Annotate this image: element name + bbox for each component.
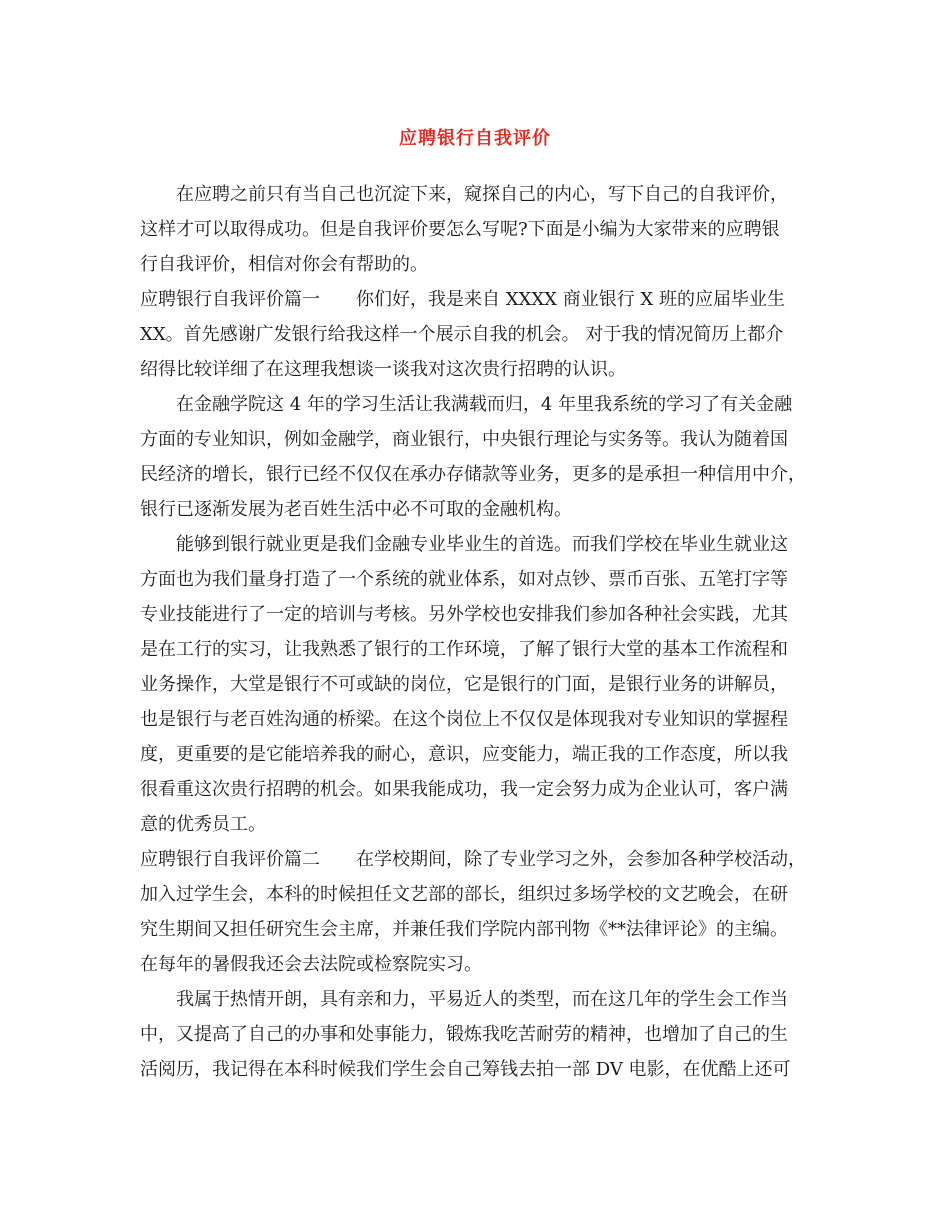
text-line: 很看重这次贵行招聘的机会。如果我能成功，我一定会努力成为企业认可，客户满 — [140, 779, 788, 800]
text-line: 意的优秀员工。 — [140, 814, 266, 835]
text-line: 应聘银行自我评价篇二 在学校期间，除了专业学习之外，会参加各种学校活动， — [140, 849, 806, 870]
text-line: 中，又提高了自己的办事和处事能力，锻炼我吃苦耐劳的精神，也增加了自己的生 — [140, 1024, 788, 1045]
text-line: 究生期间又担任研究生会主席，并兼任我们学院内部刊物《**法律评论》的主编。 — [140, 919, 788, 940]
text-line: 行自我评价，相信对你会有帮助的。 — [140, 254, 428, 275]
text-line: 能够到银行就业更是我们金融专业毕业生的首选。而我们学校在毕业生就业这 — [176, 534, 788, 555]
text-line: XX。首先感谢广发银行给我这样一个展示自我的机会。 对于我的情况简历上都介 — [140, 324, 784, 345]
text-line: 民经济的增长，银行已经不仅仅在承办存储款等业务，更多的是承担一种信用中介， — [140, 464, 806, 485]
text-line: 方面也为我们量身打造了一个系统的就业体系，如对点钞、票币百张、五笔打字等 — [140, 569, 788, 590]
text-line: 应聘银行自我评价篇一 你们好，我是来自 XXXX 商业银行 X 班的应届毕业生 — [140, 289, 785, 310]
text-line: 绍得比较详细了在这理我想谈一谈我对这次贵行招聘的认识。 — [140, 359, 626, 380]
text-line: 加入过学生会，本科的时候担任文艺部的部长，组织过多场学校的文艺晚会，在研 — [140, 884, 788, 905]
text-line: 在每年的暑假我还会去法院或检察院实习。 — [140, 954, 482, 975]
text-line: 我属于热情开朗，具有亲和力，平易近人的类型，而在这几年的学生会工作当 — [176, 989, 788, 1010]
text-line: 方面的专业知识，例如金融学，商业银行，中央银行理论与实务等。我认为随着国 — [140, 429, 788, 450]
text-line: 度，更重要的是它能培养我的耐心，意识，应变能力，端正我的工作态度，所以我 — [140, 744, 788, 765]
text-line: 业务操作，大堂是银行不可或缺的岗位，它是银行的门面，是银行业务的讲解员， — [140, 674, 788, 695]
text-line: 这样才可以取得成功。但是自我评价要怎么写呢?下面是小编为大家带来的应聘银 — [140, 219, 780, 240]
text-line: 在金融学院这 4 年的学习生活让我满载而归，4 年里我系统的学习了有关金融 — [176, 394, 793, 415]
text-line: 在应聘之前只有当自己也沉淀下来，窥探自己的内心，写下自己的自我评价， — [176, 184, 788, 205]
text-line: 专业技能进行了一定的培训与考核。另外学校也安排我们参加各种社会实践，尤其 — [140, 604, 788, 625]
text-line: 是在工行的实习，让我熟悉了银行的工作环境，了解了银行大堂的基本工作流程和 — [140, 639, 788, 660]
text-line: 也是银行与老百姓沟通的桥梁。在这个岗位上不仅仅是体现我对专业知识的掌握程 — [140, 709, 788, 730]
text-line: 活阅历，我记得在本科时候我们学生会自己筹钱去拍一部 DV 电影，在优酷上还可 — [140, 1059, 791, 1080]
text-line: 银行已逐渐发展为老百姓生活中必不可取的金融机构。 — [140, 499, 572, 520]
document-title: 应聘银行自我评价 — [399, 128, 551, 149]
